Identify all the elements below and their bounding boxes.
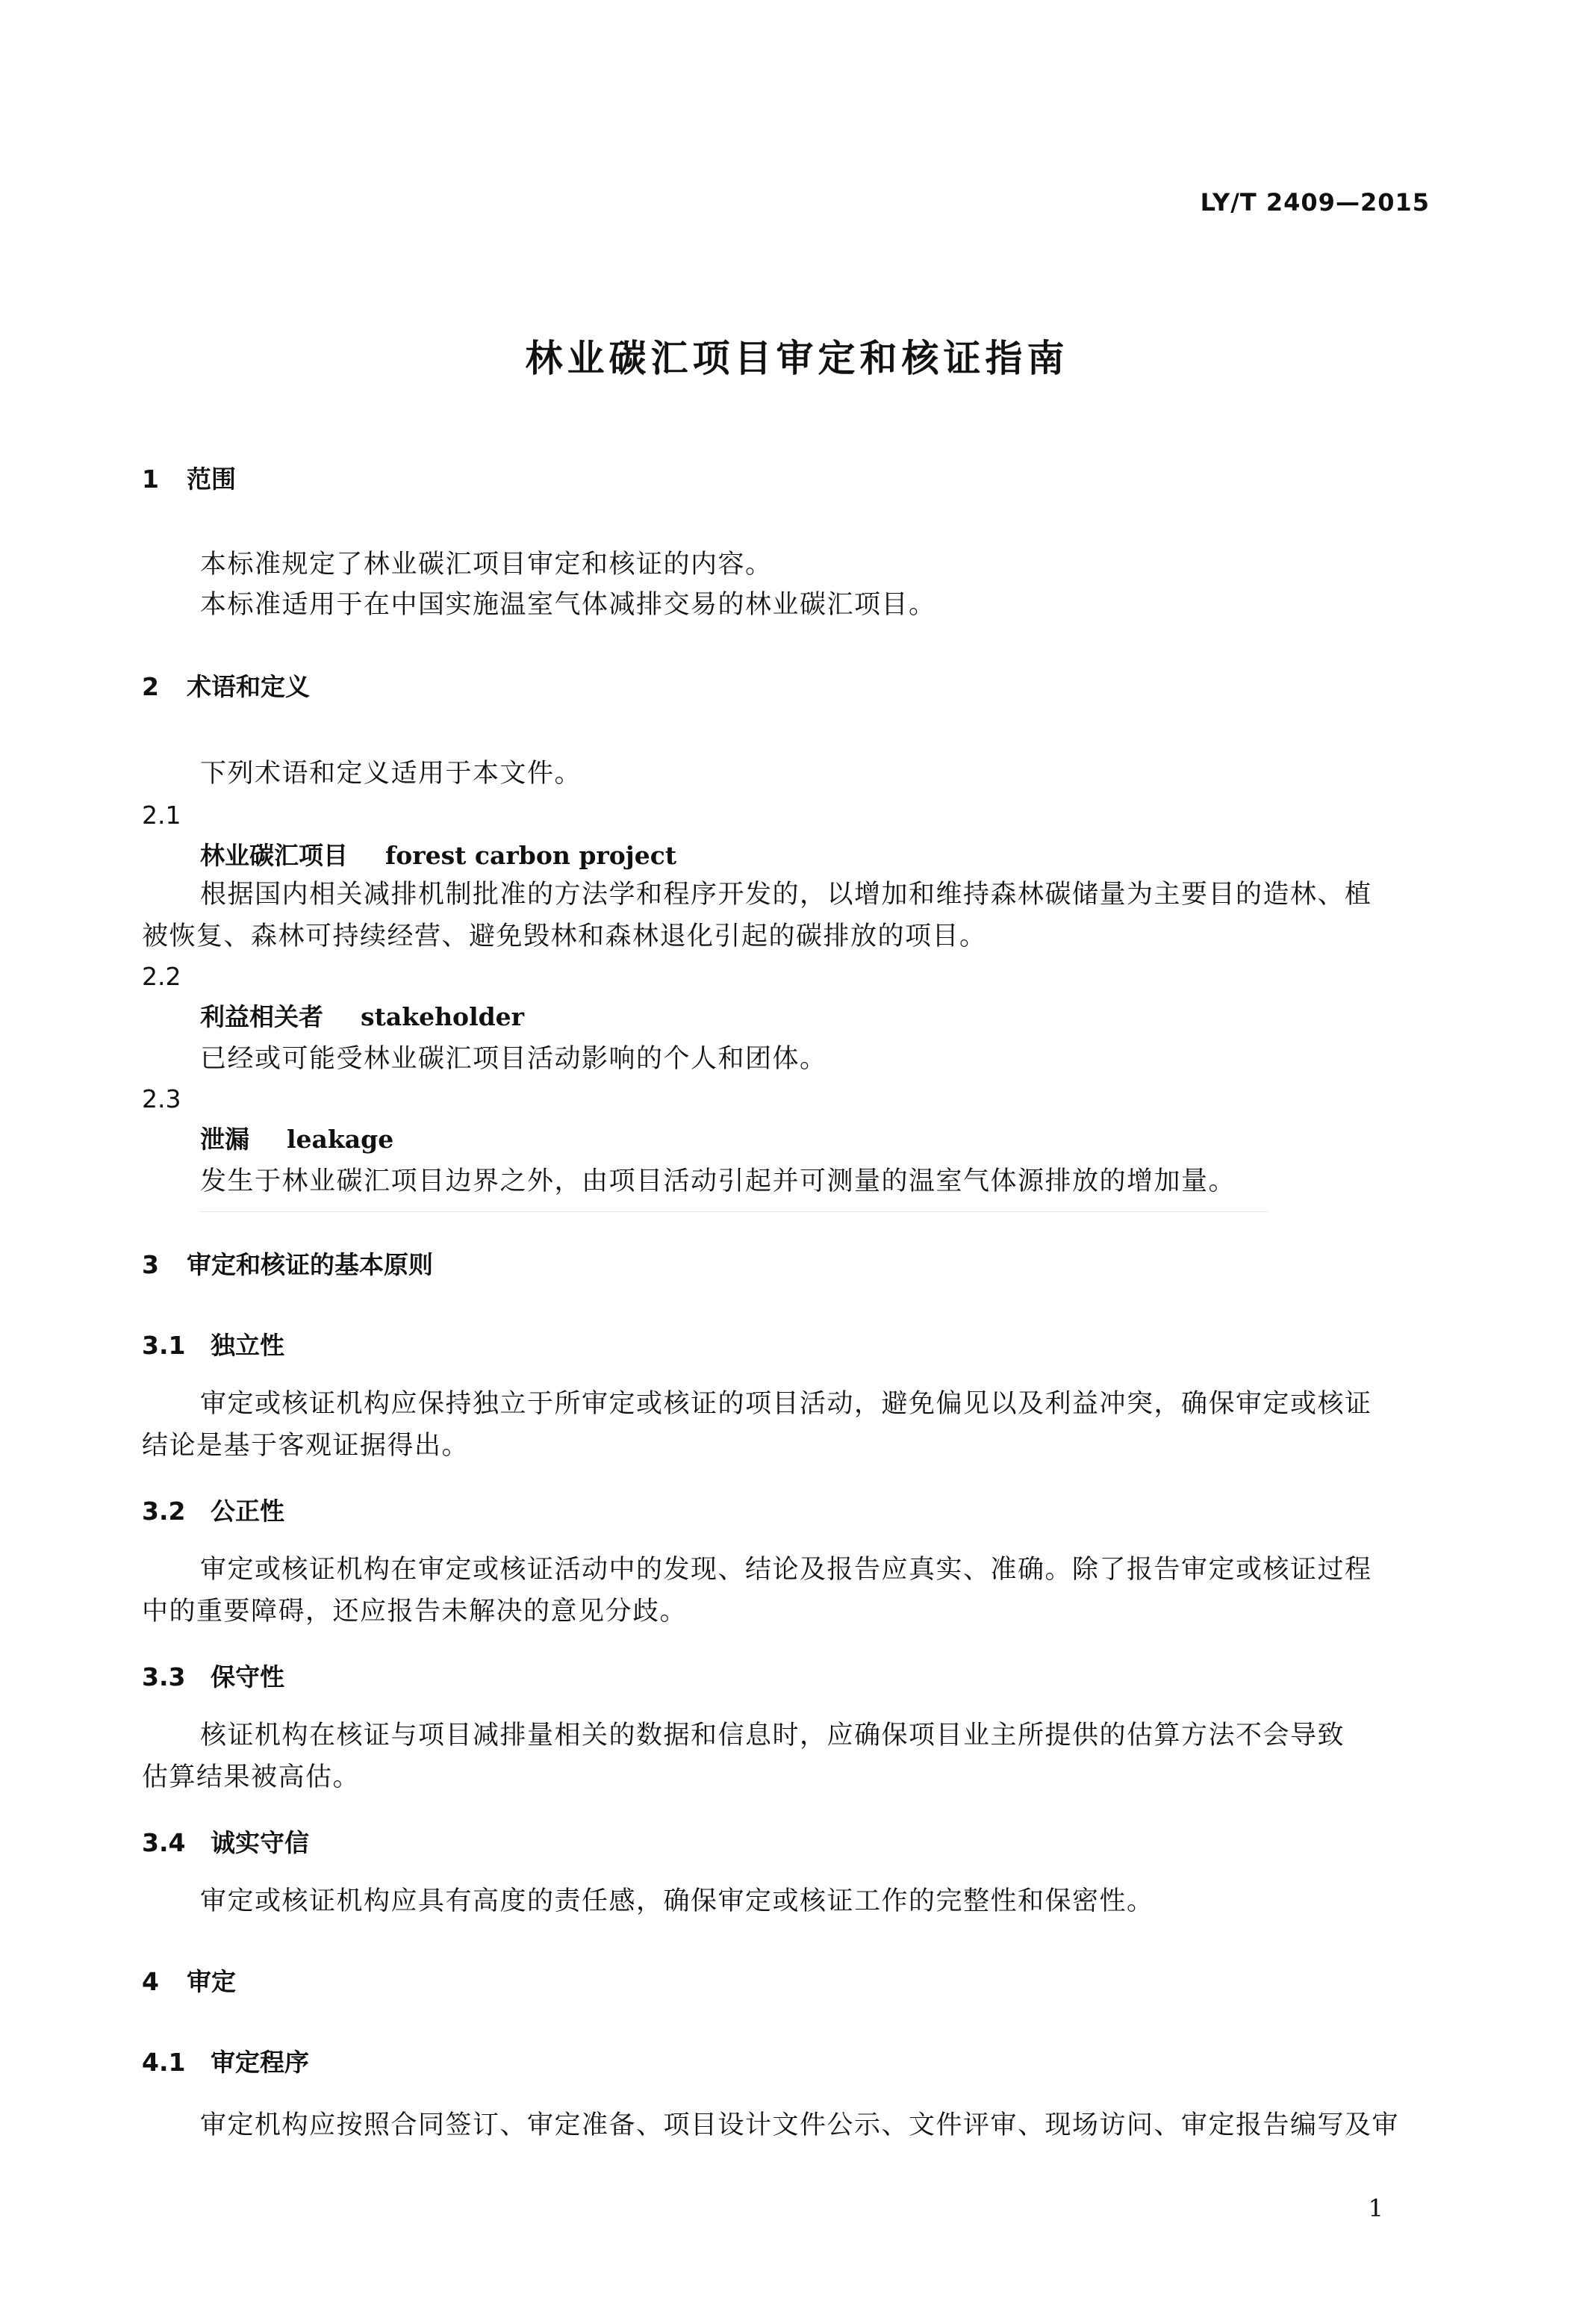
- term-english: leakage: [287, 1125, 394, 1154]
- subsection-number: 3.2: [142, 1497, 186, 1526]
- subsection-title: 保守性: [211, 1662, 284, 1691]
- section-number: 2: [142, 672, 159, 701]
- term-entry: [200, 836, 676, 872]
- term-english: forest carbon project: [385, 841, 677, 870]
- section-number: 1: [142, 465, 159, 494]
- section-title: 审定和核证的基本原则: [187, 1250, 433, 1279]
- paragraph: 结论是基于客观证据得出。: [142, 1431, 470, 1461]
- term-definition: 被恢复、森林可持续经营、避免毁林和森林退化引起的碳排放的项目。: [142, 922, 987, 951]
- subsection-number: 4.1: [142, 2048, 186, 2077]
- subsection-title: 审定程序: [211, 2048, 309, 2077]
- term-number: 2.1: [142, 801, 181, 830]
- paragraph: 本标准规定了林业碳汇项目审定和核证的内容。: [200, 550, 773, 580]
- term-entry: [200, 998, 524, 1033]
- subsection-title: 诚实守信: [211, 1828, 309, 1857]
- section-heading-3: [142, 1246, 433, 1281]
- paragraph: 估算结果被高估。: [142, 1762, 361, 1792]
- paragraph: 中的重要障碍，还应报告未解决的意见分歧。: [142, 1597, 688, 1627]
- paragraph: 核证机构在核证与项目减排量相关的数据和信息时，应确保项目业主所提供的估算方法不会导致: [200, 1721, 1345, 1750]
- paragraph: 审定或核证机构应具有高度的责任感，确保审定或核证工作的完整性和保密性。: [200, 1886, 1154, 1916]
- subsection-heading-3-3: [142, 1658, 284, 1693]
- section-heading-1: [142, 460, 236, 495]
- term-english: stakeholder: [361, 1002, 525, 1031]
- paragraph: 审定机构应按照合同签订、审定准备、项目设计文件公示、文件评审、现场访问、审定报告编写及审: [200, 2110, 1400, 2140]
- paragraph: 审定或核证机构在审定或核证活动中的发现、结论及报告应真实、准确。除了报告审定或核证过程: [200, 1555, 1372, 1585]
- subsection-number: 3.1: [142, 1331, 186, 1360]
- subsection-heading-3-4: [142, 1824, 309, 1859]
- term-number: 2.3: [142, 1084, 181, 1113]
- paragraph: 本标准适用于在中国实施温室气体减排交易的林业碳汇项目。: [200, 590, 936, 620]
- subsection-title: 公正性: [211, 1497, 284, 1526]
- standard-code: LY/T 2409—2015: [1200, 188, 1430, 217]
- subsection-number: 3.4: [142, 1828, 186, 1857]
- subsection-number: 3.3: [142, 1662, 186, 1691]
- page-number: 1: [1368, 2194, 1383, 2222]
- term-chinese: 利益相关者: [200, 1002, 323, 1031]
- section-number: 4: [142, 1967, 159, 1996]
- term-definition: 根据国内相关减排机制批准的方法学和程序开发的，以增加和维持森林碳储量为主要目的造林、植: [200, 880, 1372, 910]
- section-title: 范围: [187, 465, 236, 494]
- subsection-heading-3-2: [142, 1492, 284, 1527]
- section-title: 审定: [187, 1967, 236, 1996]
- subsection-heading-4-1: [142, 2043, 309, 2078]
- subsection-heading-3-1: [142, 1326, 284, 1361]
- term-definition: 发生于林业碳汇项目边界之外，由项目活动引起并可测量的温室气体源排放的增加量。: [200, 1166, 1236, 1196]
- term-number: 2.2: [142, 962, 181, 991]
- section-title: 术语和定义: [187, 672, 310, 701]
- section-number: 3: [142, 1250, 159, 1279]
- paragraph: 审定或核证机构应保持独立于所审定或核证的项目活动，避免偏见以及利益冲突，确保审定或核证: [200, 1389, 1372, 1419]
- paragraph: 下列术语和定义适用于本文件。: [200, 759, 582, 789]
- section-heading-4: [142, 1963, 236, 1998]
- term-chinese: 泄漏: [200, 1125, 249, 1154]
- divider: [200, 1211, 1268, 1212]
- term-entry: [200, 1120, 393, 1155]
- term-chinese: 林业碳汇项目: [200, 841, 348, 870]
- document-title: 林业碳汇项目审定和核证指南: [525, 337, 1069, 380]
- section-heading-2: [142, 668, 310, 703]
- term-definition: 已经或可能受林业碳汇项目活动影响的个人和团体。: [200, 1044, 827, 1074]
- subsection-title: 独立性: [211, 1331, 284, 1360]
